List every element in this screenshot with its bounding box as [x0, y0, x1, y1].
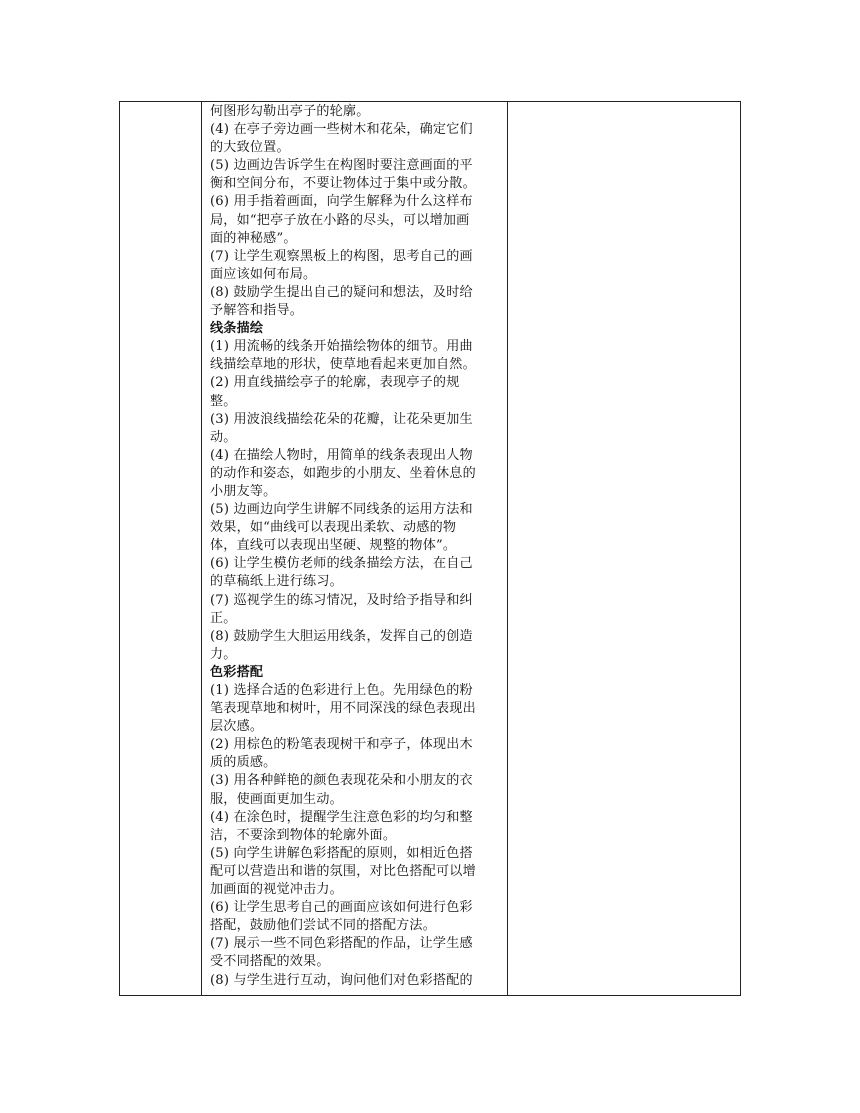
text-line: (6) 用手指着画面，向学生解释为什么这样布: [210, 194, 473, 210]
text-line: 洁，不要涂到物体的轮廓外面。: [210, 827, 397, 843]
text-line: (4) 在描绘人物时，用简单的线条表现出人物: [210, 447, 473, 463]
section-heading: 色彩搭配: [210, 664, 264, 680]
text-line: (2) 用直线描绘亭子的轮廓，表现亭子的规: [210, 375, 460, 391]
lesson-plan-table: [119, 101, 741, 996]
text-line: 小朋友等。: [210, 483, 277, 499]
text-line: (2) 用棕色的粉笔表现树干和亭子，体现出木: [210, 737, 473, 753]
text-line: 衡和空间分布，不要让物体过于集中或分散。: [210, 176, 476, 192]
table-column-right: [508, 102, 740, 995]
text-line: 予解答和指导。: [210, 303, 304, 319]
text-line: (4) 在亭子旁边画一些树木和花朵，确定它们: [210, 122, 473, 138]
text-line: (8) 与学生进行互动，询问他们对色彩搭配的: [210, 972, 473, 988]
text-line: 局，如“把亭子放在小路的尽头，可以增加画: [210, 212, 470, 228]
text-line: (3) 用各种鲜艳的颜色表现花朵和小朋友的衣: [210, 773, 473, 789]
text-line: 力。: [210, 646, 237, 662]
text-line: 面的神秘感”。: [210, 230, 297, 246]
text-line: 加画面的视觉冲击力。: [210, 882, 343, 898]
table-column-left: [120, 102, 202, 995]
text-line: 笔表现草地和树叶，用不同深浅的绿色表现出: [210, 701, 476, 717]
text-line: (1) 选择合适的色彩进行上色。先用绿色的粉: [210, 683, 473, 698]
text-line: 的大致位置。: [210, 140, 290, 156]
section-heading: 线条描绘: [210, 321, 264, 337]
text-line: 线描绘草地的形状，使草地看起来更加自然。: [210, 357, 476, 373]
text-line: 体，直线可以表现出坚硬、规整的物体”。: [210, 538, 457, 554]
text-line: 效果，如“曲线可以表现出柔软、动感的物: [210, 520, 457, 536]
text-line: 何图形勾勒出亭子的轮廓。: [210, 104, 370, 119]
text-line: 质的质感。: [210, 755, 277, 771]
text-line: (6) 让学生思考自己的画面应该如何进行色彩: [210, 900, 473, 916]
text-line: 的草稿纸上进行练习。: [210, 574, 343, 590]
text-line: 受不同搭配的效果。: [210, 954, 330, 970]
text-line: (4) 在涂色时，提醒学生注意色彩的均匀和整: [210, 809, 473, 825]
text-line: 服，使画面更加生动。: [210, 791, 343, 807]
text-line: (1) 用流畅的线条开始描绘物体的细节。用曲: [210, 339, 473, 355]
text-line: 的动作和姿态，如跑步的小朋友、坐着休息的: [210, 465, 476, 481]
text-line: 整。: [210, 393, 237, 409]
lesson-steps-text: [210, 103, 500, 990]
text-line: (7) 巡视学生的练习情况，及时给予指导和纠: [210, 592, 473, 608]
text-line: (7) 展示一些不同色彩搭配的作品，让学生感: [210, 936, 473, 952]
text-line: (8) 鼓励学生提出自己的疑问和想法，及时给: [210, 284, 473, 300]
text-line: (5) 边画边向学生讲解不同线条的运用方法和: [210, 502, 473, 518]
text-line: 搭配，鼓励他们尝试不同的搭配方法。: [210, 918, 436, 934]
text-line: (3) 用波浪线描绘花朵的花瓣，让花朵更加生: [210, 411, 473, 427]
text-line: 动。: [210, 429, 237, 445]
text-line: (8) 鼓励学生大胆运用线条，发挥自己的创造: [210, 628, 473, 644]
text-line: (6) 让学生模仿老师的线条描绘方法，在自己: [210, 556, 473, 572]
text-line: 正。: [210, 610, 237, 626]
text-line: (7) 让学生观察黑板上的构图，思考自己的画: [210, 248, 473, 264]
table-column-content: [202, 102, 508, 995]
text-line: (5) 边画边告诉学生在构图时要注意画面的平: [210, 158, 473, 174]
text-line: 层次感。: [210, 719, 264, 735]
text-line: (5) 向学生讲解色彩搭配的原则，如相近色搭: [210, 845, 473, 861]
text-line: 面应该如何布局。: [210, 266, 317, 282]
text-line: 配可以营造出和谐的氛围，对比色搭配可以增: [210, 863, 476, 879]
